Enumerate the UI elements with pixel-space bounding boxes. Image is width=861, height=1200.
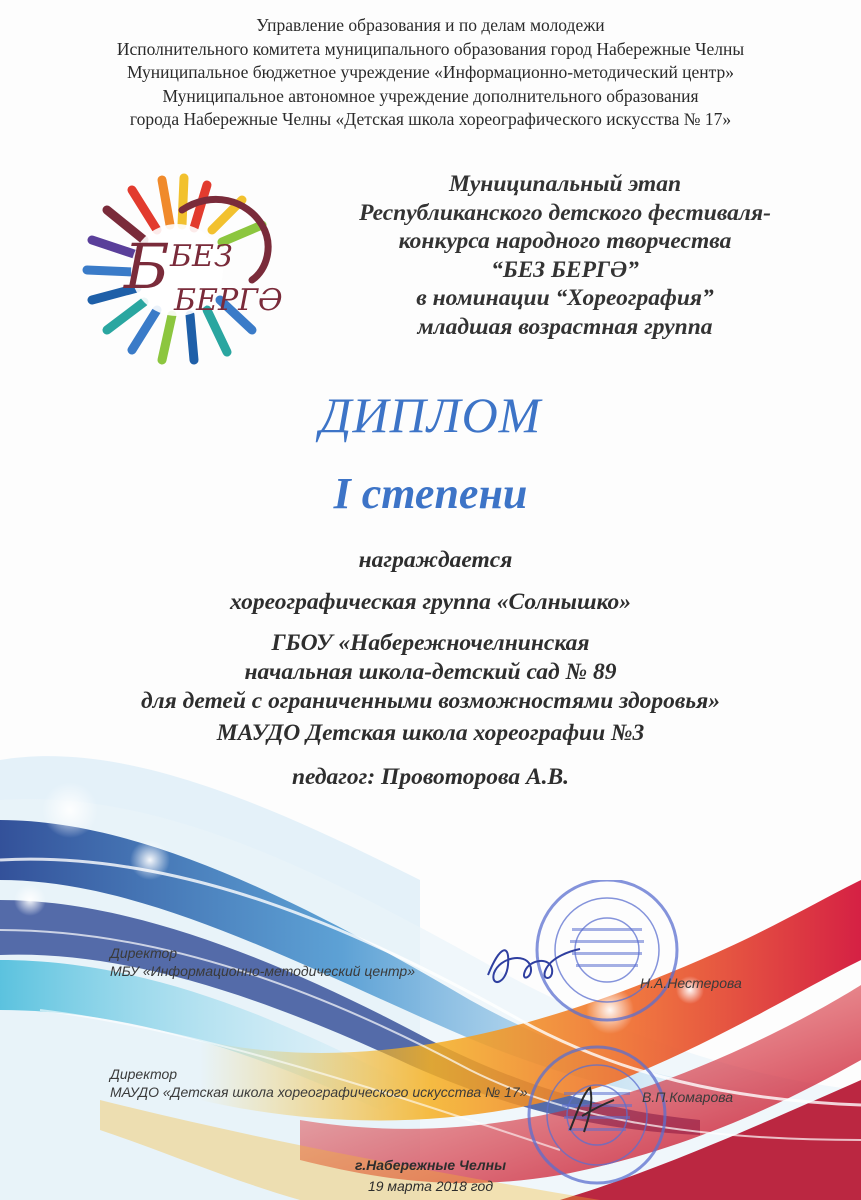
- signatory-2-organization: МАУДО «Детская школа хореографического искусства № 17»: [110, 1084, 528, 1100]
- award-group-name: хореографическая группа «Солнышко»: [229, 589, 632, 615]
- logo-letter-b: Б: [124, 230, 170, 303]
- award-school-line: ГБОУ «Набережночелнинская: [271, 630, 590, 656]
- issue-place: г.Набережные Челны: [354, 1157, 507, 1173]
- award-school-line: для детей с ограниченными возможностями здоровья»: [140, 688, 721, 714]
- signatory-1-role: Директор: [110, 945, 178, 961]
- event-line: младшая возрастная группа: [417, 313, 713, 340]
- logo-word-bez: БЕЗ: [170, 239, 233, 274]
- header-line: Муниципальное бюджетное учреждение «Информационно-методический центр»: [126, 62, 735, 82]
- header-line: Исполнительного комитета муниципального образования город Набережные Челны: [116, 38, 745, 59]
- event-title: [290, 170, 840, 342]
- signatory-2-role: Директор: [110, 1066, 178, 1082]
- issuer-header: [0, 14, 861, 132]
- header-line: Муниципальное автономное учреждение дополнительного образования: [162, 85, 699, 106]
- handwritten-signature-2: [560, 1080, 620, 1140]
- event-line: конкурса народного творчества: [398, 228, 732, 255]
- diploma-degree: I степени: [333, 469, 528, 518]
- awarded-label: награждается: [358, 547, 513, 573]
- bez-berge-festival-logo: [62, 170, 312, 370]
- signatory-2-name: В.П.Комарова: [642, 1089, 734, 1105]
- diploma-title: ДИПЛОМ: [319, 387, 542, 443]
- signatory-1-organization: МБУ «Информационно-методический центр»: [110, 963, 415, 979]
- logo-word-berge: БЕРГӘ: [174, 283, 283, 318]
- event-line: Муниципальный этап: [448, 171, 682, 197]
- signatory-1-name: Н.А.Нестерова: [640, 975, 742, 991]
- event-line: Республиканского детского фестиваля-: [359, 199, 771, 226]
- award-school-line: МАУДО Детская школа хореографии №3: [216, 720, 645, 746]
- event-line: “БЕЗ БЕРГӘ”: [491, 256, 639, 283]
- handwritten-signature-1: [480, 935, 590, 995]
- official-stamp: [512, 880, 712, 1190]
- award-block: [0, 545, 861, 792]
- header-line: города Набережные Челны «Детская школа хореографического искусства № 17»: [129, 109, 732, 129]
- award-teacher: педагог: Провоторова А.В.: [291, 764, 570, 790]
- issue-date: 19 марта 2018 год: [367, 1178, 494, 1194]
- award-school-line: начальная школа-детский сад № 89: [244, 659, 617, 685]
- header-line: Управление образования и по делам молодежи: [256, 15, 605, 35]
- event-line: в номинации “Хореография”: [416, 285, 714, 312]
